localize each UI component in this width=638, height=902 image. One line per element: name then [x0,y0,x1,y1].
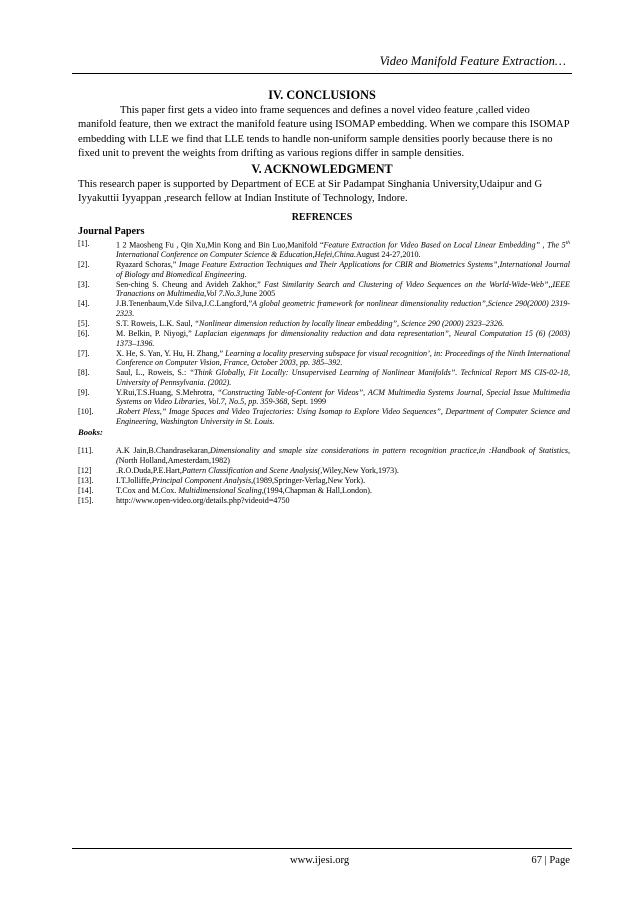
reference-text [116,299,570,318]
reference-plain-text: A.K Jain,B.Chandrasekaran, [116,446,211,455]
reference-italic-text: Feature Extraction for Video Based on Local Linear Embedding” , The 5 [323,240,566,250]
reference-number: [9]. [78,387,90,397]
reference-number: [6]. [78,328,90,338]
reference-italic-text: Laplacian eigenmaps for dimensionality reduction and data representation”, Neural Computation 15 (6) (2003) 1373–1396. [116,328,570,348]
reference-italic-text: “Think Globally, Fit Locally: Unsupervised Learning of Nonlinear Manifolds”. Technical Report MS CIS-02-18, University of Pennsylvania. (2002). [116,368,570,387]
reference-plain-text: Sen-ching S. Cheung and Avideh Zakhor,” [116,279,265,289]
reference-plain-text: Wiley,New York,1973). [322,465,399,475]
reference-plain-text: .R.O.Duda,P.E.Hart, [116,465,182,475]
reference-number: [14]. [78,485,94,495]
footer-page-number: 67 | Page [531,855,570,866]
header-rule [72,73,572,74]
reference-plain-text: http://www.open-video.org/details.php?videoid=4750 [116,495,290,505]
reference-number: [5]. [78,319,90,328]
reference-italic-text: Robert Pless,” Image Spaces and Video Trajectories: Using Isomap to Explore Video Sequences”, Department of Computer Science and Engineering, Washington University in St. Louis. [116,407,570,426]
book-reference-list [78,446,570,506]
reference-italic-text: A global geometric framework for nonlinear dimensionality reduction”,Science 290(2000) 2319-2323. [116,299,571,319]
reference-item [78,299,570,318]
reference-plain-text: X. He, S. Yan, Y. Hu, H. Zhang,” [116,348,226,358]
reference-text [116,388,570,407]
reference-text [116,329,570,348]
reference-italic-text: Multidimensional Scaling, [178,485,264,495]
reference-number: [11]. [78,446,94,455]
reference-number: [1]. [78,239,90,248]
reference-item [78,280,570,299]
reference-text [116,407,570,426]
footer-rule [72,848,572,849]
reference-number: [15]. [78,495,94,505]
reference-text [116,280,570,299]
reference-item [78,239,570,260]
reference-text [116,466,570,476]
reference-plain-text: Saul, L., Roweis, S.: [116,368,190,378]
reference-text [116,476,570,486]
reference-item [78,446,570,465]
journal-reference-list [78,239,570,427]
reference-plain-text: . [116,407,119,417]
reference-plain-text: Y.Rui,T.S.Huang, S.Mehrotra, [116,387,218,397]
reference-italic-text: Principal Component Analysis, [151,475,254,485]
reference-plain-text: (1994,Chapman & Hall,London). [263,485,372,495]
reference-plain-text: Sept. 1999 [289,397,327,407]
reference-text [116,349,570,368]
running-header: Video Manifold Feature Extraction… [379,54,566,68]
reference-italic-text: “Constructing Table-of-Content for Videos”, ACM Multimedia Systems Journal, Special Issue Multimedia Systems on Video Libraries, Vol.7, No.5, pp. 359-368, [116,387,571,407]
reference-italic-text: “Nonlinear dimension reduction by locally linear embedding”, Science 290 (2000) 2323–2326. [194,319,505,328]
reference-item [78,329,570,348]
reference-superscript: th [565,240,570,246]
reference-number: [4]. [78,299,90,309]
reference-italic-text: Pattern Classification and Scene Analysis(, [181,465,323,475]
reference-plain-text: August 24-27,2010. [356,250,421,260]
reference-number: [7]. [78,348,90,358]
acknowledgment-heading: V. ACKNOWLEDGMENT [251,162,393,176]
reference-text [116,260,570,279]
reference-item [78,476,570,486]
reference-number: [13]. [78,475,94,485]
reference-plain-text: M. Belkin, P. Niyogi,” [116,328,195,338]
reference-italic-text: Learning a locality preserving subspace for visual recognition’, in: Proceedings of the Ninth International Conference on Computer Vision, France, October 2003, pp. 385–392. [116,348,570,368]
reference-text [116,368,570,387]
reference-italic-text: International Conference on Computer Science & Education,Hefei,China. [116,250,356,260]
books-heading: Books: [78,427,103,437]
reference-text [116,239,570,260]
references-heading: REFRENCES [291,212,353,223]
reference-plain-text: I.T.Jolliffe, [116,475,152,485]
reference-italic-text: Dimensionality and smaple size considerations in pattern recognition practice,in :Handbook of Statistics,( [116,446,570,465]
reference-item [78,368,570,387]
reference-plain-text: North Holland,Amesterdam,1982) [118,455,230,465]
reference-item [78,496,570,506]
reference-item [78,260,570,279]
reference-plain-text: 1 2 Maosheng Fu , Qin Xu,Min Kong and Bin Luo,Manifold “ [116,240,324,250]
reference-item [78,388,570,407]
reference-text [116,446,570,465]
reference-plain-text: S.T. Roweis, L.K. Saul, [116,319,195,328]
conclusions-heading: IV. CONCLUSIONS [268,88,376,102]
reference-number: [2]. [78,260,90,270]
journal-papers-heading: Journal Papers [78,226,145,237]
reference-italic-text: Fast Similarity Search and Clustering of Video Sequences on the World-Wide-Web”,,IEEE Tranactions on Multimedia,Vol 7.No.3, [116,279,570,299]
reference-plain-text: Ryazard Schoras,” [116,260,179,270]
reference-plain-text: June 2005 [242,289,276,299]
reference-number: [3]. [78,279,90,289]
acknowledgment-paragraph: This research paper is supported by Department of ECE at Sir Padampat Singhania University,Udaipur and G Iyyakuttii Iyyappan ,research fellow at Indian Institute of Technology, Indore. [78,179,543,205]
reference-item [78,466,570,476]
reference-text [116,496,570,506]
reference-plain-text: T.Cox and M.Cox. [116,485,179,495]
reference-text [116,486,570,496]
reference-item [78,486,570,496]
reference-item [78,407,570,426]
reference-number: [10]. [78,407,94,417]
reference-item [78,319,570,329]
footer-website: www.ijesi.org [290,855,350,866]
reference-item [78,349,570,368]
conclusions-paragraph: This paper first gets a video into frame sequences and defines a novel video feature ,called video manifold feature, then we extract the manifold feature using ISOMAP embedding. When we compare this ISOMAP embedding with LLE we find that LLE tends to handle non-uniform sample densities poorly because there is no fixed unit to prevent the weights from drifting as various regions differ in sample densities. [78,105,570,160]
reference-text [116,319,570,329]
reference-italic-text: Image Feature Extraction Techniques and Their Applications for CBIR and Biometrics Systems”,International Journal of Biology and Biomedical Engineering. [116,260,570,279]
reference-plain-text: J.B.Tenenbaum,V.de Silva,J.C.Langford,” [116,299,253,309]
reference-plain-text: (1989,Springer-Verlag,New York). [253,475,366,485]
reference-number: [8]. [78,368,90,378]
reference-number: [12] [78,465,92,475]
